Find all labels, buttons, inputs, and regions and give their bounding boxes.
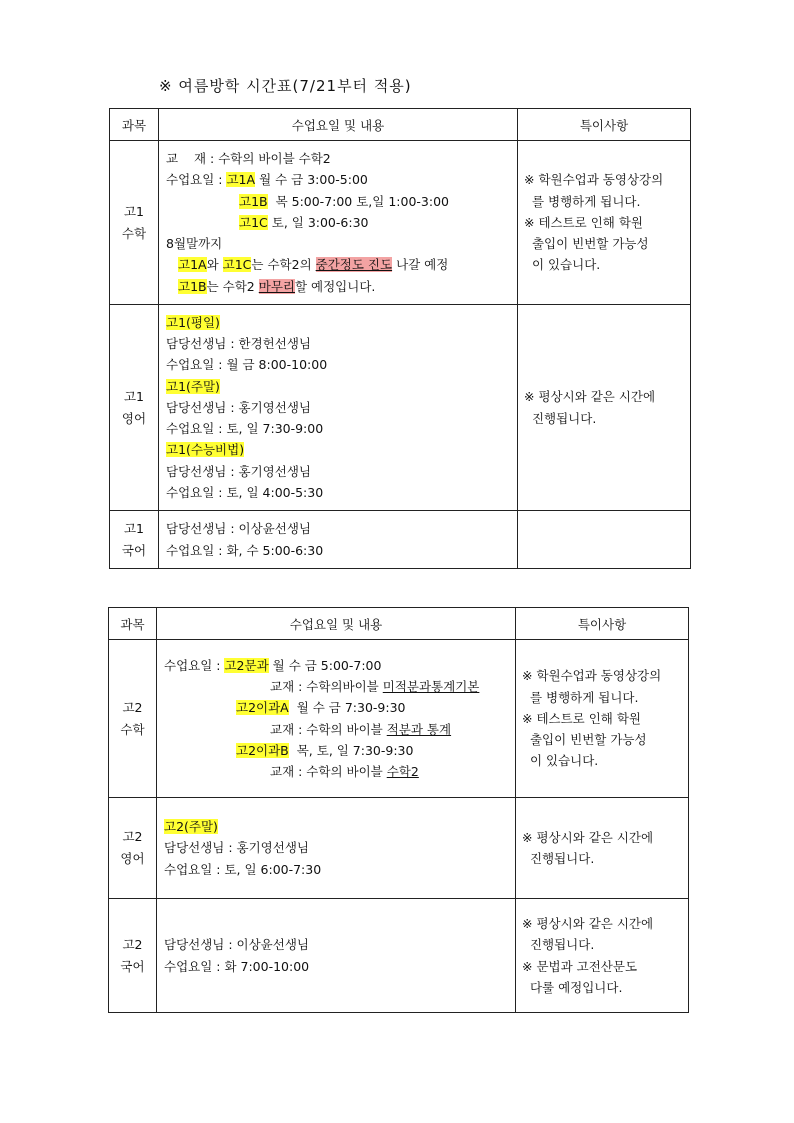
header-content: 수업요일 및 내용 [157,608,516,640]
header-notes: 특이사항 [516,608,689,640]
timetable-grade1 [109,108,691,569]
subject-cell: 고1 수학 [110,141,159,305]
table-row-g2-korean [109,899,689,1013]
header-content: 수업요일 및 내용 [159,109,518,141]
subject-cell: 고2 영어 [109,798,157,899]
page-title: ※ 여름방학 시간표(7/21부터 적용) [159,77,412,95]
header-subject: 과목 [110,109,159,141]
notes-cell: ※ 학원수업과 동영상강의 를 병행하게 됩니다. ※ 테스트로 인해 학원 출입이 빈번할 가능성 이 있습니다. [516,640,689,798]
notes-cell [518,511,691,569]
class-tag: 고1A [226,172,256,188]
subject-cell: 고1 영어 [110,305,159,511]
content-cell: 고1(평일) 담당선생님 : 한경헌선생님 수업요일 : 월 금 8:00-10:00 고1(주말) 담당선생님 : 홍기영선생님 수업요일 : 토, 일 7:30-9:00 고1(수능비법) 담당선생님 : 홍기영선생님 수업요일 : 토, 일 4:00-5:30 [159,305,518,511]
table-header-row [109,608,689,640]
table-row-g1-korean [110,511,691,569]
header-subject: 과목 [109,608,157,640]
class-tag: 고1B [239,193,268,209]
content-cell: 담당선생님 : 이상윤선생님 수업요일 : 화 7:00-10:00 [157,899,516,1013]
class-tag: 고2이과B [236,742,289,758]
content-cell: 수업요일 : 고2문과 월 수 금 5:00-7:00 교재 : 수학의바이블 미적분과통계기본 고2이과A 월 수 금 7:30-9:30 교재 : 수학의 바이블 적분과 통계 고2이과B 목, 토, 일 7:30-9:30 교재 : 수학의 바이블 수학2 [157,640,516,798]
content-cell: 담당선생님 : 이상윤선생님 수업요일 : 화, 수 5:00-6:30 [159,511,518,569]
notes-cell: ※ 학원수업과 동영상강의 를 병행하게 됩니다. ※ 테스트로 인해 학원 출입이 빈번할 가능성 이 있습니다. [518,141,691,305]
notes-cell: ※ 평상시와 같은 시간에 진행됩니다. ※ 문법과 고전산문도 다룰 예정입니다. [516,899,689,1013]
notes-cell: ※ 평상시와 같은 시간에 진행됩니다. [518,305,691,511]
table-row-g2-english [109,798,689,899]
class-tag: 고1(주말) [166,378,220,394]
class-tag: 고2(주말) [164,819,218,835]
class-tag: 고2문과 [224,657,269,673]
subject-cell: 고1 국어 [110,511,159,569]
subject-cell: 고2 국어 [109,899,157,1013]
subject-cell: 고2 수학 [109,640,157,798]
table-row-g2-math [109,640,689,798]
class-tag: 고1(평일) [166,314,220,330]
class-tag: 고1C [239,214,268,230]
class-tag: 고2이과A [236,700,289,716]
table-row-g1-math [110,141,691,305]
timetable-grade2 [108,607,689,1013]
content-cell: 고2(주말) 담당선생님 : 홍기영선생님 수업요일 : 토, 일 6:00-7:30 [157,798,516,899]
content-cell: 교 재 : 수학의 바이블 수학2 수업요일 : 고1A 월 수 금 3:00-5:00 고1B 목 5:00-7:00 토,일 1:00-3:00 고1C 토, 일 3:00-6:30 8월말까지 고1A와 고1C는 수학2의 중간정도 진도 나갈 예정 고1B는 수학2 마무리할 예정입니다. [159,141,518,305]
class-tag: 고1(수능비법) [166,442,245,458]
notes-cell: ※ 평상시와 같은 시간에 진행됩니다. [516,798,689,899]
table-row-g1-english [110,305,691,511]
header-notes: 특이사항 [518,109,691,141]
table-header-row [110,109,691,141]
